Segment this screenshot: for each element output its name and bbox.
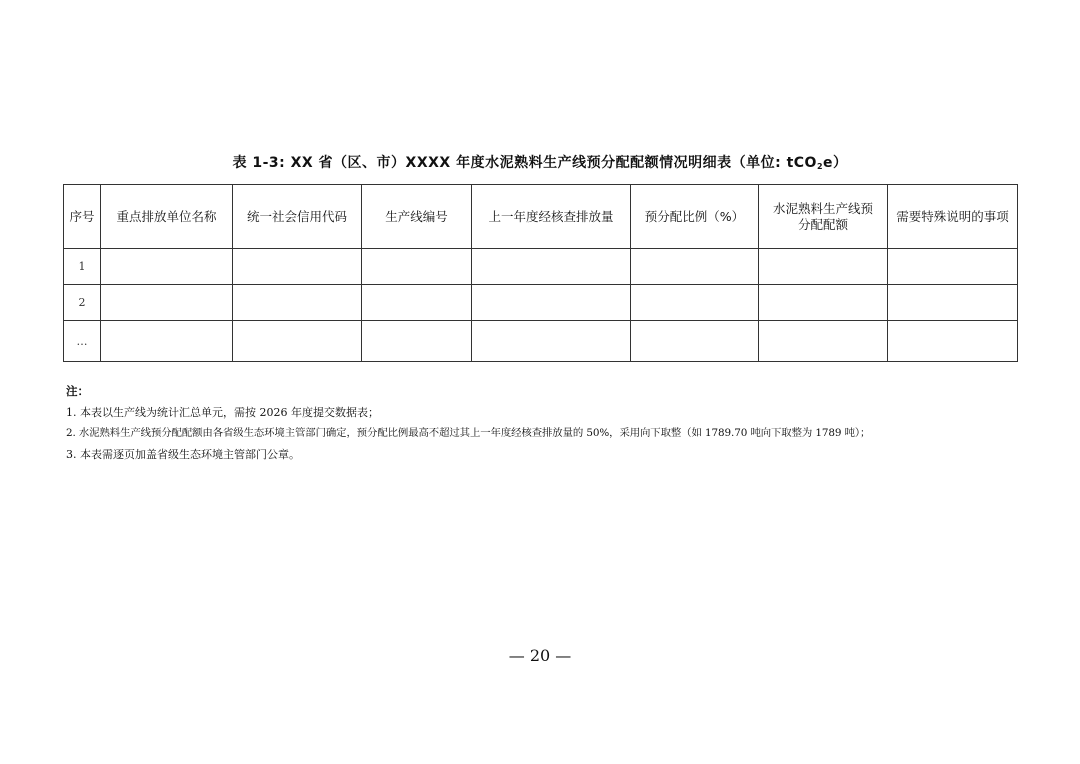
col-header-special-notes: 需要特殊说明的事项 [888, 185, 1018, 249]
col-header-serial: 序号 [64, 185, 101, 249]
table-cell [362, 321, 472, 362]
table-cell [759, 285, 888, 321]
table-cell-serial: 2 [64, 285, 101, 321]
table-title-tail: e） [823, 155, 848, 171]
col-header-line-number: 生产线编号 [362, 185, 472, 249]
table-row [64, 285, 1018, 321]
allocation-detail-table [63, 184, 1018, 362]
table-cell [101, 249, 233, 285]
note-item-3: 3. 本表需逐页加盖省级生态环境主管部门公章。 [66, 448, 300, 461]
col-header-credit-code: 统一社会信用代码 [233, 185, 362, 249]
notes-heading: 注： [66, 384, 89, 398]
table-row [64, 321, 1018, 362]
table-cell [472, 249, 631, 285]
table-cell [631, 285, 759, 321]
table-cell [101, 285, 233, 321]
table-cell [759, 249, 888, 285]
table-cell [362, 249, 472, 285]
table-cell [233, 249, 362, 285]
table-cell [631, 249, 759, 285]
table-cell-serial: 1 [64, 249, 101, 285]
table-cell [759, 321, 888, 362]
col-header-verified-emissions: 上一年度经核查排放量 [472, 185, 631, 249]
table-cell [362, 285, 472, 321]
table-cell [888, 321, 1018, 362]
table-cell [233, 321, 362, 362]
table-title-subscript: 2 [816, 162, 824, 171]
table-cell [888, 249, 1018, 285]
note-item-1: 1. 本表以生产线为统计汇总单元，需按 2026 年度提交数据表； [66, 406, 379, 419]
table-cell [101, 321, 233, 362]
page-number: — 20 — [508, 646, 572, 665]
col-header-entity-name: 重点排放单位名称 [101, 185, 233, 249]
table-cell [233, 285, 362, 321]
col-header-pre-allocated-quota: 水泥熟料生产线预分配配额 [759, 185, 888, 249]
table-row [64, 249, 1018, 285]
table-cell [631, 321, 759, 362]
notes-section [66, 381, 1056, 465]
table-header-row [64, 185, 1018, 249]
note-item-2: 2. 水泥熟料生产线预分配配额由各省级生态环境主管部门确定，预分配比例最高不超过其上一年度经核查排放量的 50%，采用向下取整（如 1789.70 吨向下取整为 1789 吨）； [66, 427, 871, 439]
table-title-text: 表 1-3: XX 省（区、市）XXXX 年度水泥熟料生产线预分配配额情况明细表（单位: tCO [232, 155, 817, 171]
table-cell-serial: … [64, 321, 101, 362]
table-cell [472, 285, 631, 321]
table-cell [888, 285, 1018, 321]
table-title [0, 152, 1080, 172]
table-cell [472, 321, 631, 362]
col-header-allocation-ratio: 预分配比例（%） [631, 185, 759, 249]
